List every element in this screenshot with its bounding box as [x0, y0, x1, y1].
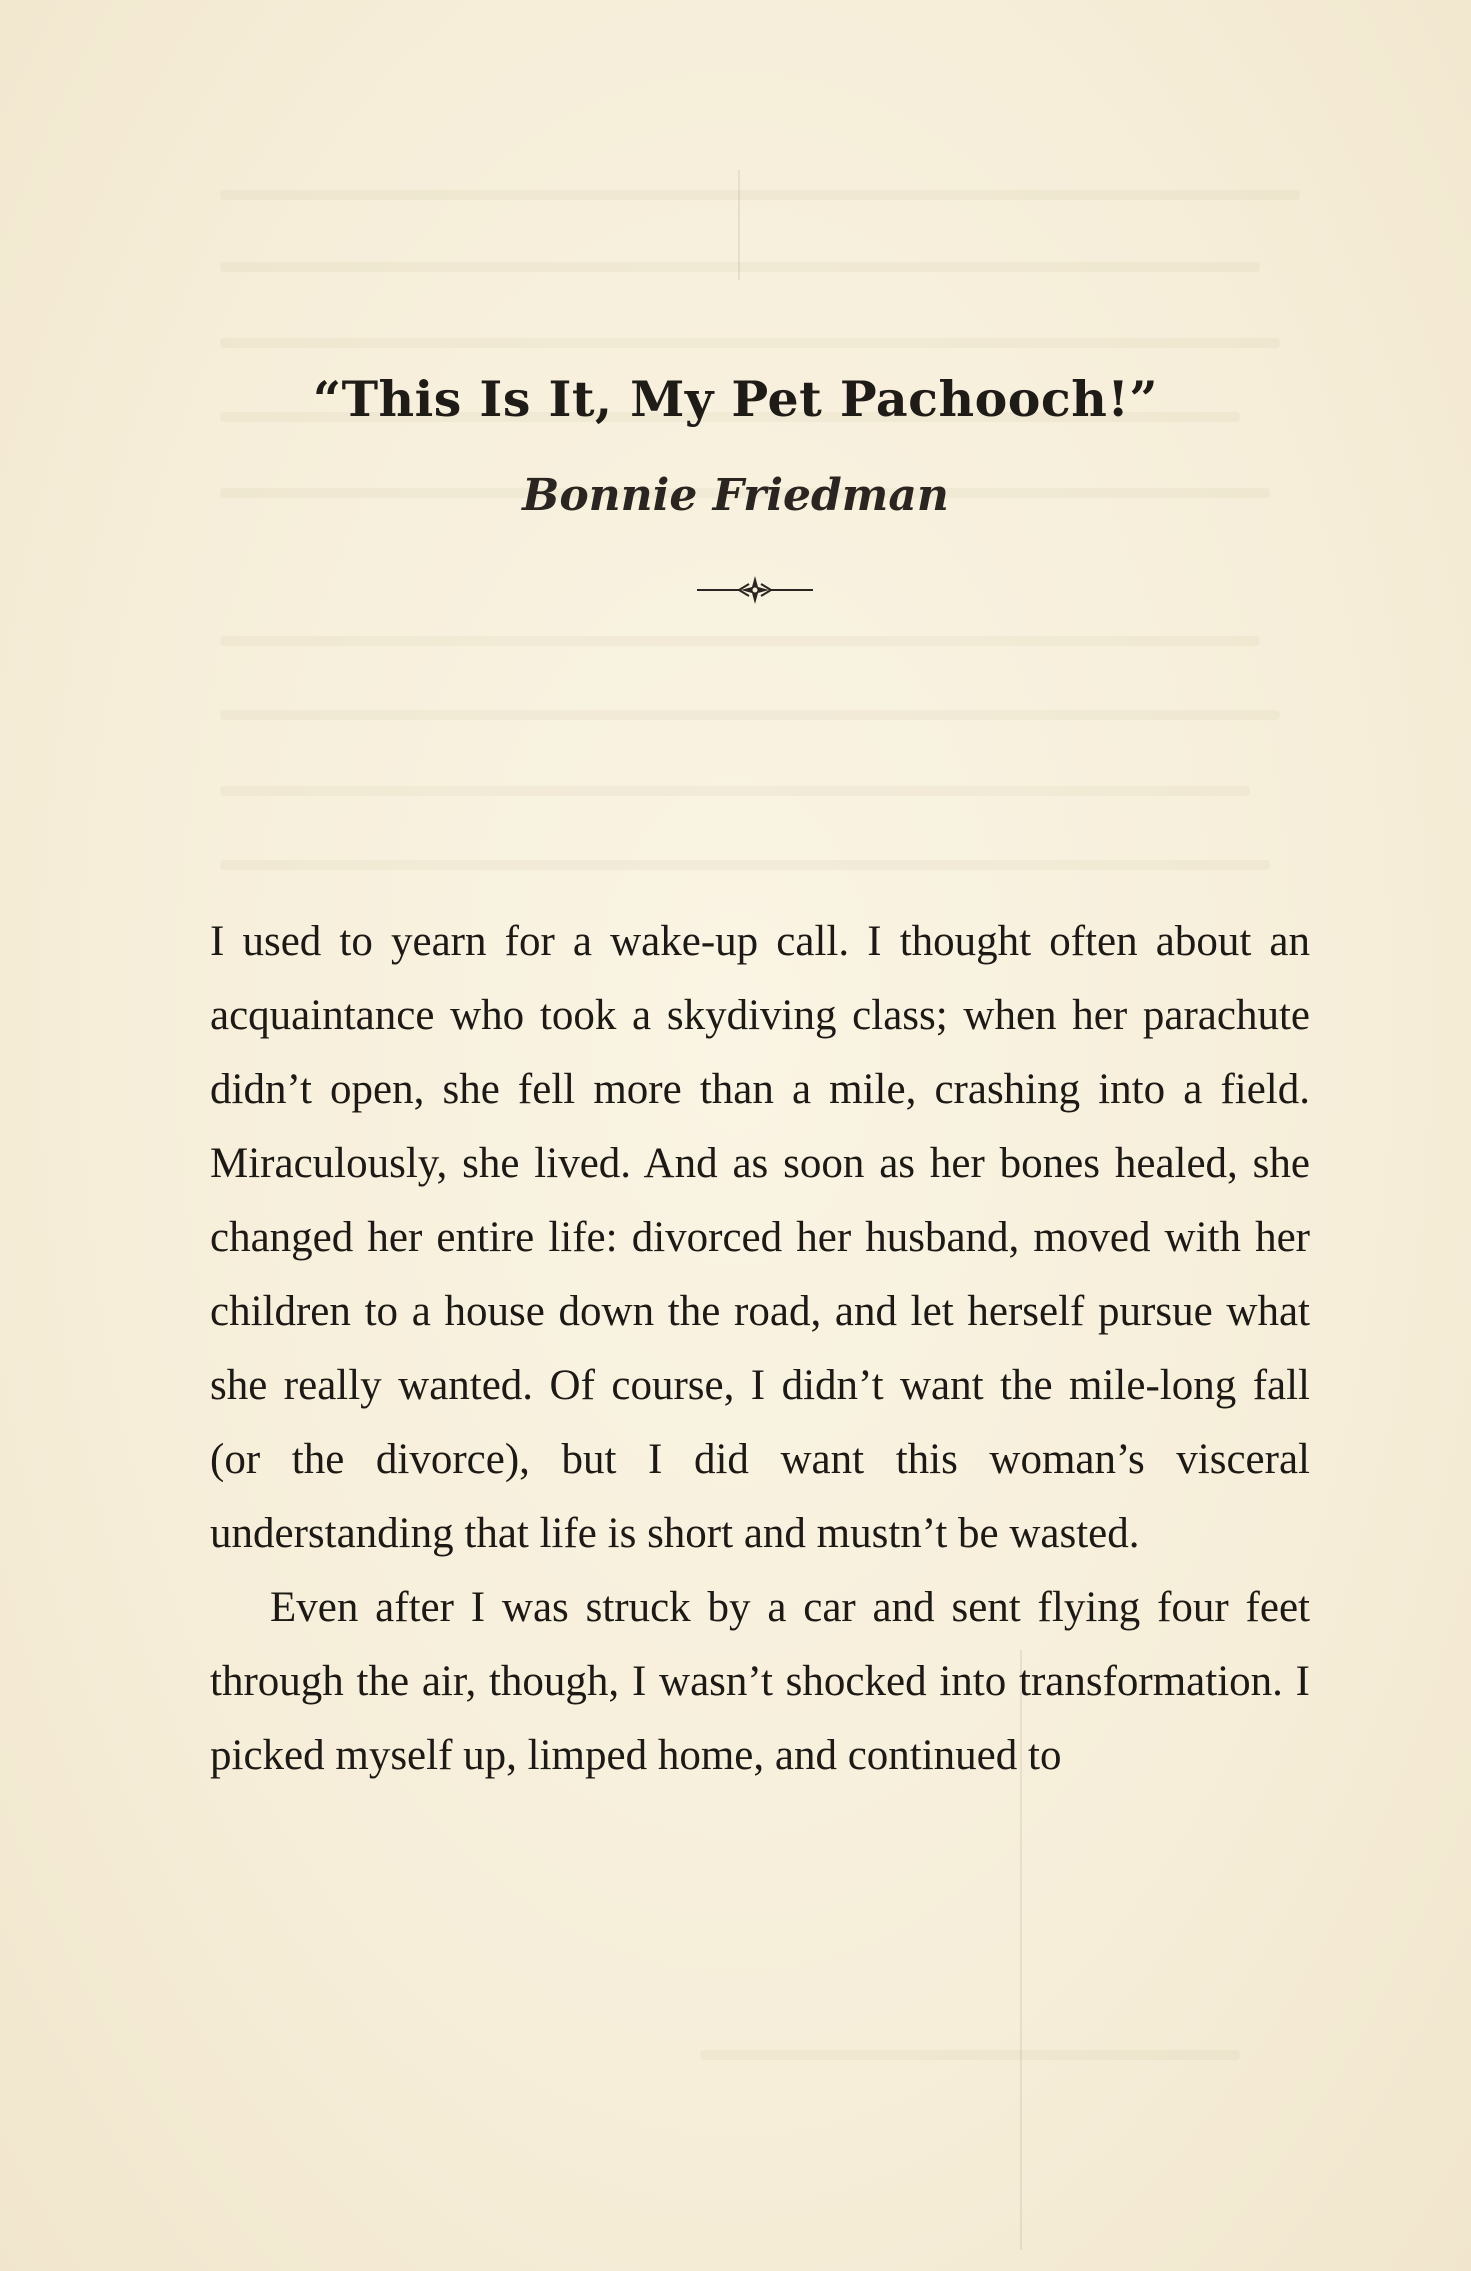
body-text: [210, 905, 1310, 1793]
paper-crease: [738, 170, 740, 280]
show-through-line: [220, 860, 1270, 870]
show-through-line: [220, 636, 1260, 646]
chapter-title: “This Is It, My Pet Pachooch!”: [312, 370, 1159, 428]
show-through-line: [220, 190, 1300, 200]
author-name: Bonnie Friedman: [522, 470, 949, 521]
show-through-line: [220, 338, 1280, 348]
paragraph: Even after I was struck by a car and sent flying four feet through the air, though, I wasn’t shocked into transformation. I picked myself up, limped home, and continued to: [210, 1584, 1310, 1779]
show-through-line: [700, 2050, 1240, 2060]
show-through-line: [220, 710, 1280, 720]
fleuron-ornament-icon: [695, 572, 815, 608]
show-through-line: [220, 262, 1260, 272]
paragraph: I used to yearn for a wake-up call. I thought often about an acquaintance who took a skydiving class; when her parachute didn’t open, she fell more than a mile, crashing into a field. Miraculously, she lived. And as soon as her bones healed, she changed her entire life: divorced her husband, moved with her children to a house down the road, and let herself pursue what she really wanted. Of course, I didn’t want the mile-long fall (or the divorce), but I did want this woman’s visceral understanding that life is short and mustn’t be wasted.: [210, 918, 1310, 1557]
show-through-line: [220, 786, 1250, 796]
